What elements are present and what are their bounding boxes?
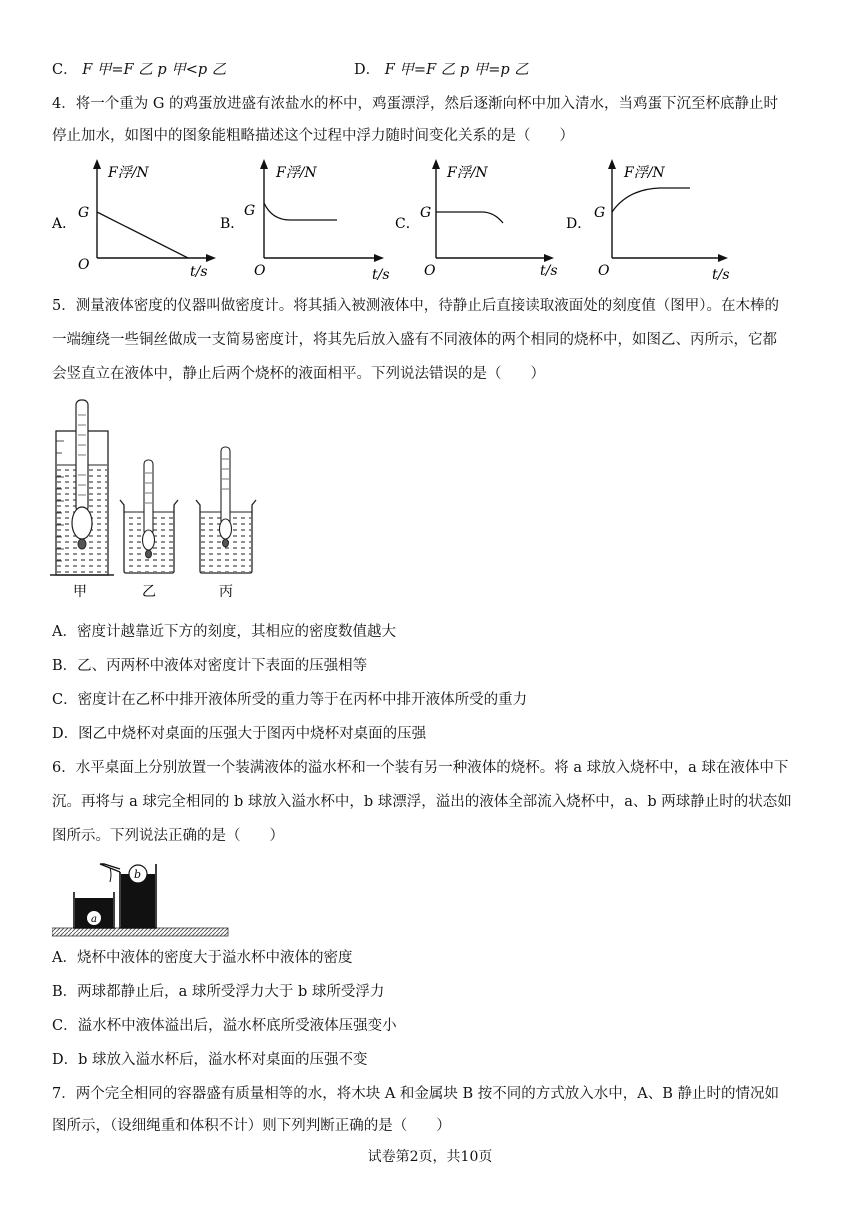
graph-d-label: D． <box>566 216 592 232</box>
graph-a-origin: O <box>78 257 90 273</box>
graph-b-y-label: F浮/N <box>276 165 317 181</box>
graph-b-x-label: t/s <box>372 267 390 283</box>
q5-figure <box>40 395 280 605</box>
q5-stem-line2: 一端缠绕一些铜丝做成一支简易密度计，将其先后放入盛有不同液体的两个相同的烧杯中，如图乙、丙所示，它都 <box>52 332 777 348</box>
q3-option-d <box>354 60 529 80</box>
graph-d <box>566 159 730 283</box>
graph-d-x-label: t/s <box>712 267 730 283</box>
graph-c-origin: O <box>424 263 436 279</box>
caption-yi: 乙 <box>142 584 156 600</box>
graph-c-x-label: t/s <box>540 263 558 279</box>
q3-option-c-label: C． <box>52 62 78 78</box>
q3-option-d-formula: F 甲=F 乙 p 甲=p 乙 <box>384 62 529 78</box>
graph-a-y-label: F浮/N <box>108 165 149 181</box>
ball-a-label: a <box>91 914 97 925</box>
ball-b-label: b <box>134 868 142 881</box>
q6-option-b: B．两球都静止后，a 球所受浮力大于 b 球所受浮力 <box>52 984 385 1000</box>
q6-stem-line1: 6．水平桌面上分别放置一个装满液体的溢水杯和一个装有另一种液体的烧杯。将 a 球放入烧杯中，a 球在液体中下 <box>52 760 789 776</box>
q6-stem-line3: 图所示。下列说法正确的是（ ） <box>52 828 284 844</box>
q6-overflow-figure <box>52 852 232 942</box>
caption-jia: 甲 <box>73 584 87 600</box>
q5-stem-line3: 会竖直立在液体中，静止后两个烧杯的液面相平。下列说法错误的是（ ） <box>52 366 545 382</box>
page-footer: 试卷第2页，共10页 <box>367 1149 493 1165</box>
graph-c-y-label: F浮/N <box>447 165 488 181</box>
fig-jia <box>50 400 114 575</box>
graph-b-g: G <box>244 203 256 219</box>
q5-hydrometer-figure <box>40 395 280 605</box>
graph-b <box>220 159 390 283</box>
graph-a-curve <box>97 212 188 258</box>
graph-a-g: G <box>78 205 90 221</box>
q5-option-b: B．乙、丙两杯中液体对密度计下表面的压强相等 <box>52 658 368 674</box>
q7-stem-line1: 7．两个完全相同的容器盛有质量相等的水，将木块 A 和金属块 B 按不同的方式放入水中，A、B 静止时的情况如 <box>52 1086 780 1102</box>
q5-option-c: C．密度计在乙杯中排开液体所受的重力等于在丙杯中排开液体所受的重力 <box>52 692 528 708</box>
graph-b-curve <box>264 203 337 220</box>
graph-d-curve <box>612 188 690 212</box>
q3-option-c-formula: F 甲=F 乙 p 甲<p 乙 <box>82 62 227 78</box>
caption-bing: 丙 <box>219 584 233 600</box>
q5-option-d: D．图乙中烧杯对桌面的压强大于图丙中烧杯对桌面的压强 <box>52 726 427 742</box>
graph-a <box>51 159 216 280</box>
fig-yi <box>120 460 178 573</box>
graph-b-label: B． <box>220 216 245 232</box>
q4-graph-row <box>0 155 860 285</box>
q3-option-d-label: D． <box>354 62 381 78</box>
q6-option-a: A．烧杯中液体的密度大于溢水杯中液体的密度 <box>52 950 353 966</box>
q5-option-a: A．密度计越靠近下方的刻度，其相应的密度数值越大 <box>52 624 396 640</box>
q4-graphs <box>0 155 860 285</box>
graph-c-g: G <box>420 205 432 221</box>
graph-c <box>395 159 558 279</box>
graph-c-label: C． <box>395 216 420 232</box>
q4-stem-line2: 停止加水，如图中的图象能粗略描述这个过程中浮力随时间变化关系的是（ ） <box>52 128 574 144</box>
q6-option-d: D．b 球放入溢水杯后，溢水杯对桌面的压强不变 <box>52 1052 368 1068</box>
fig-bing <box>196 447 256 573</box>
graph-d-y-label: F浮/N <box>624 165 665 181</box>
graph-d-origin: O <box>598 263 610 279</box>
graph-a-label: A． <box>52 216 77 232</box>
graph-b-origin: O <box>254 263 266 279</box>
q3-option-c <box>52 60 226 80</box>
q5-stem-line1: 5．测量液体密度的仪器叫做密度计。将其插入被测液体中，待静止后直接读取液面处的刻度值（图甲）。在木棒的 <box>52 298 779 314</box>
q7-stem-line2: 图所示，（设细绳重和体积不计）则下列判断正确的是（ ） <box>52 1118 451 1134</box>
q6-option-c: C．溢水杯中液体溢出后，溢水杯底所受液体压强变小 <box>52 1018 397 1034</box>
q6-figure <box>52 852 232 942</box>
graph-d-g: G <box>594 205 606 221</box>
q6-stem-line2: 沉。再将与 a 球完全相同的 b 球放入溢水杯中，b 球漂浮，溢出的液体全部流入烧杯中，a、b 两球静止时的状态如 <box>52 794 792 810</box>
graph-a-x-label: t/s <box>190 264 208 280</box>
graph-c-curve <box>436 212 503 223</box>
q4-stem-line1: 4．将一个重为 G 的鸡蛋放进盛有浓盐水的杯中，鸡蛋漂浮，然后逐渐向杯中加入清水，当鸡蛋下沉至杯底静止时 <box>52 96 779 112</box>
